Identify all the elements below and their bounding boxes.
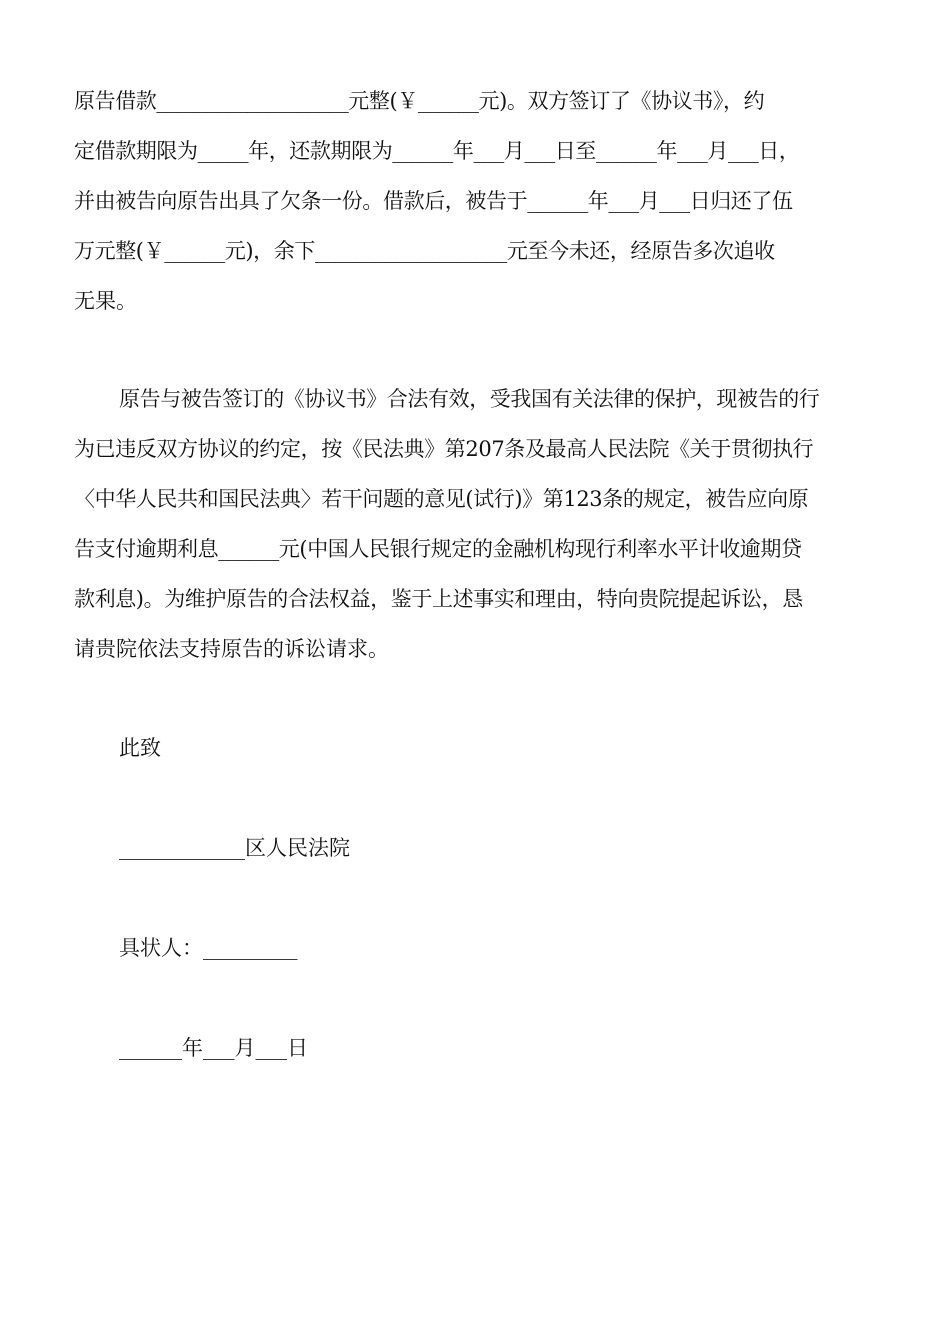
text-line: 为已违反双方协议的约定，按《民法典》第207条及最高人民法院《关于贯彻执行	[74, 437, 814, 461]
text-line: 无果。	[74, 289, 137, 313]
text-line: 告支付逾期利息______元(中国人民银行规定的金融机构现行利率水平计收逾期贷	[74, 537, 802, 561]
text-line: 定借款期限为_____年，还款期限为______年___月___日至______年___月___日，	[74, 139, 800, 163]
text-line: 请贵院依法支持原告的诉讼请求。	[74, 637, 389, 661]
text-line: 原告与被告签订的《协议书》合法有效，受我国有关法律的保护，现被告的行	[119, 387, 820, 411]
text-line: 并由被告向原告出具了欠条一份。借款后，被告于______年___月___日归还了伍	[74, 189, 793, 213]
date-line: ______年___月___日	[119, 1036, 308, 1060]
signer-line: 具状人：_________	[119, 936, 298, 960]
closing-salutation: 此致	[119, 736, 161, 760]
text-line: 〈中华人民共和国民法典〉若干问题的意见(试行)》第123条的规定，被告应向原	[74, 487, 809, 511]
court-name-line: ____________区人民法院	[119, 836, 350, 860]
text-line: 万元整(￥______元)，余下___________________元至今未还，经原告多次追收	[74, 239, 775, 263]
text-line: 原告借款___________________元整(￥______元)。双方签订了《协议书》，约	[74, 89, 765, 113]
text-line: 款利息)。为维护原告的合法权益，鉴于上述事实和理由，特向贵院提起诉讼，恳	[74, 587, 803, 611]
